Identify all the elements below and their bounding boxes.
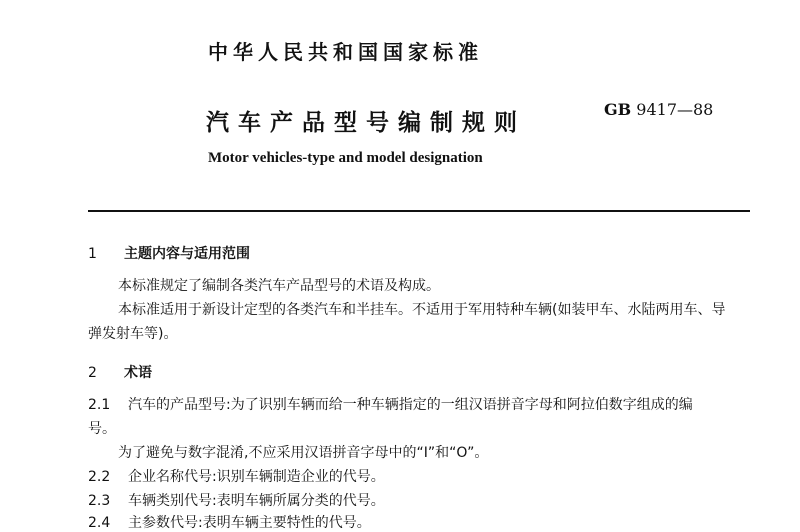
national-standard-label: 中华人民共和国国家标准	[208, 40, 483, 64]
term-2-4-number: 2.4	[88, 515, 111, 531]
standard-code	[604, 100, 713, 119]
term-2-3	[88, 490, 385, 510]
section-1-number: 1	[88, 246, 97, 262]
term-2-2-text: 企业名称代号:识别车辆制造企业的代号。	[128, 469, 385, 485]
section-1-title: 主题内容与适用范围	[124, 246, 250, 262]
standard-code-number: 9417—88	[636, 100, 714, 119]
term-2-1-number: 2.1	[88, 397, 111, 413]
document-title-en: Motor vehicles-type and model designation	[208, 150, 483, 166]
term-2-1-line-2: 号。	[88, 421, 116, 437]
section-2-heading	[88, 362, 152, 382]
term-2-4	[88, 512, 371, 532]
standard-code-prefix: GB	[604, 100, 632, 119]
term-2-2-number: 2.2	[88, 469, 111, 485]
section-2-number: 2	[88, 365, 97, 381]
section-1-heading	[88, 243, 250, 263]
document-title-cn: 汽车产品型号编制规则	[206, 110, 526, 136]
section-1-paragraph-2-line-1: 本标准适用于新设计定型的各类汽车和半挂车。不适用于军用特种车辆(如装甲车、水陆两用车、导	[118, 302, 726, 318]
term-2-3-text: 车辆类别代号:表明车辆所属分类的代号。	[128, 493, 385, 509]
header-divider	[88, 210, 750, 212]
section-2-title: 术语	[124, 365, 152, 381]
term-2-3-number: 2.3	[88, 493, 111, 509]
section-1-paragraph-1: 本标准规定了编制各类汽车产品型号的术语及构成。	[118, 278, 440, 294]
term-2-4-text: 主参数代号:表明车辆主要特性的代号。	[128, 515, 371, 531]
term-2-1-note: 为了避免与数字混淆,不应采用汉语拼音字母中的“I”和“O”。	[118, 445, 489, 461]
term-2-1-line-1	[88, 394, 693, 414]
term-2-2	[88, 466, 385, 486]
section-1-paragraph-2-line-2: 弹发射车等)。	[88, 326, 178, 342]
term-2-1-text: 汽车的产品型号:为了识别车辆而给一种车辆指定的一组汉语拼音字母和阿拉伯数字组成的编	[128, 397, 693, 413]
